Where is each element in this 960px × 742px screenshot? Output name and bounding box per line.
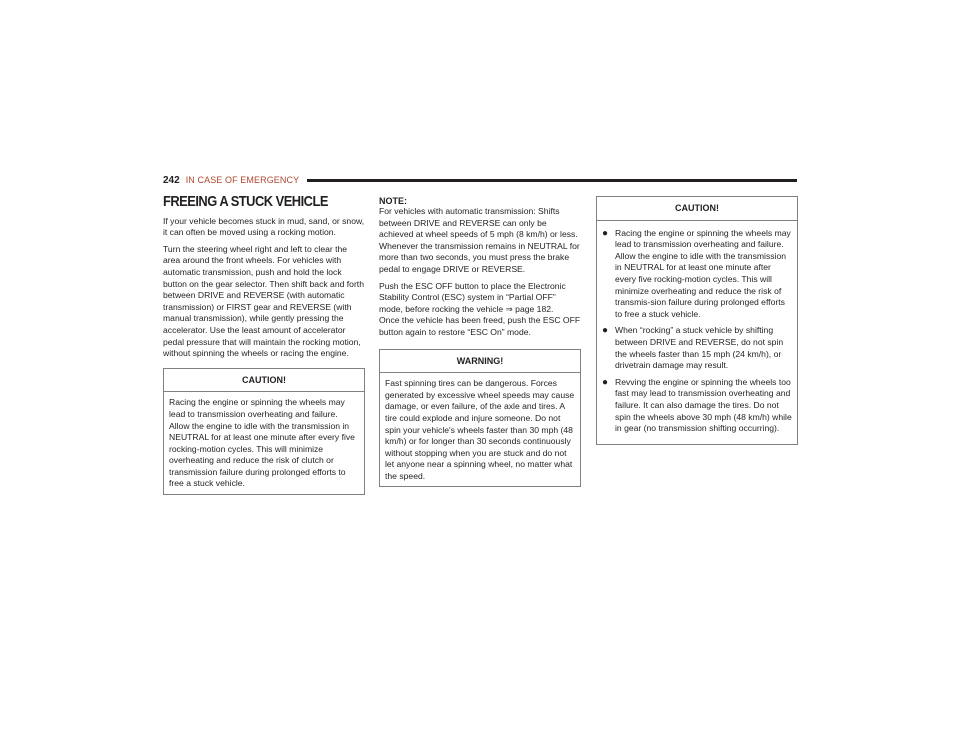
page-header xyxy=(163,172,797,188)
bullet-icon: ● xyxy=(602,325,609,337)
intro-paragraph: If your vehicle becomes stuck in mud, sand, or snow, it can often be moved using a rocking motion. xyxy=(163,215,365,238)
section-title: IN CASE OF EMERGENCY xyxy=(185,175,300,185)
caution-list-title: CAUTION! xyxy=(597,197,797,221)
warning-box xyxy=(379,349,581,488)
note-text-2: Whenever the transmission remains in NEUTRAL for more than two seconds, you must press the brake pedal to engage DRIVE or REVERSE. xyxy=(379,240,580,274)
caution-list-box xyxy=(596,196,798,445)
caution-box xyxy=(163,368,365,495)
list-item-text: When “rocking” a stuck vehicle by shifting between DRIVE and REVERSE, do not spin the wheels faster than 15 mph (24 km/h), or drivetrain damage may result. xyxy=(615,325,784,371)
page-reference-link[interactable]: ⇒ page 182. xyxy=(505,303,554,314)
caution-list xyxy=(602,228,792,435)
column-left xyxy=(163,193,365,495)
note-text-1: For vehicles with automatic transmission: Shifts between DRIVE and REVERSE can only be achieved at wheel speeds of 5 mph (8 km/h) or less. xyxy=(379,206,578,240)
warning-box-title: WARNING! xyxy=(380,350,580,374)
esc-restore-paragraph: Once the vehicle has been freed, push the ESC OFF button again to restore “ESC On” mode. xyxy=(379,315,581,337)
bullet-icon: ● xyxy=(602,376,609,388)
caution-box-title: CAUTION! xyxy=(164,369,364,393)
list-item xyxy=(602,377,792,435)
page-heading: FREEING A STUCK VEHICLE xyxy=(163,193,328,210)
esc-paragraph xyxy=(379,281,581,316)
list-item-text: Racing the engine or spinning the wheels may lead to transmission overheating and failure. Allow the engine to idle with the transmission in NEUTRAL for at least one minute after every five rocking-motion cycles. This will minimize overheating and reduce the risk of transmis-sion failure during prolonged efforts to free a stuck vehicle. xyxy=(615,227,791,319)
column-middle xyxy=(379,196,581,487)
bullet-icon: ● xyxy=(602,227,609,239)
page-number: 242 xyxy=(163,174,180,186)
list-item xyxy=(602,228,792,321)
header-rule xyxy=(307,179,797,182)
column-right xyxy=(596,196,798,445)
list-item xyxy=(602,325,792,371)
caution-list-body xyxy=(597,221,797,444)
note-label: NOTE: xyxy=(379,196,407,206)
esc-paragraph-text: Push the ESC OFF button to place the Electronic Stability Control (ESC) system in “Partial OFF” mode, before rocking the vehicle xyxy=(379,280,566,314)
instructions-paragraph: Turn the steering wheel right and left to clear the area around the front wheels. For vehicles with automatic transmission, push and hold the lock button on the gear selector. Then shift back and forth between DRIVE and REVERSE (with automatic transmission) or FIRST gear and REVERSE (with manual transmission), while gently pressing the accelerator. Use the least amount of accelerator pedal pressure that will maintain the rocking motion, without spinning the wheels or racing the engine. xyxy=(163,243,364,359)
list-item-text: Revving the engine or spinning the wheels too fast may lead to transmission overheating and failure. It can also damage the tires. Do not spin the wheels above 30 mph (48 km/h) while in gear (no transmission shifting occurring). xyxy=(615,376,792,434)
caution-box-text: Racing the engine or spinning the wheels may lead to transmission overheating and failure. Allow the engine to idle with the transmission in NEUTRAL for at least one minute after every five rocking-motion cycles. This will minimize overheating and reduce the risk of clutch or transmission failure during prolonged efforts to free a stuck vehicle. xyxy=(169,397,355,489)
warning-box-text: Fast spinning tires can be dangerous. Forces generated by excessive wheel speeds may cause damage, or even failure, of the axle and tires. A tire could explode and injure someone. Do not spin your vehicle's wheels faster than 30 mph (48 km/h) or for longer than 30 seconds continuously without stopping when you are stuck and do not let anyone near a spinning wheel, no matter what the speed. xyxy=(385,378,575,481)
